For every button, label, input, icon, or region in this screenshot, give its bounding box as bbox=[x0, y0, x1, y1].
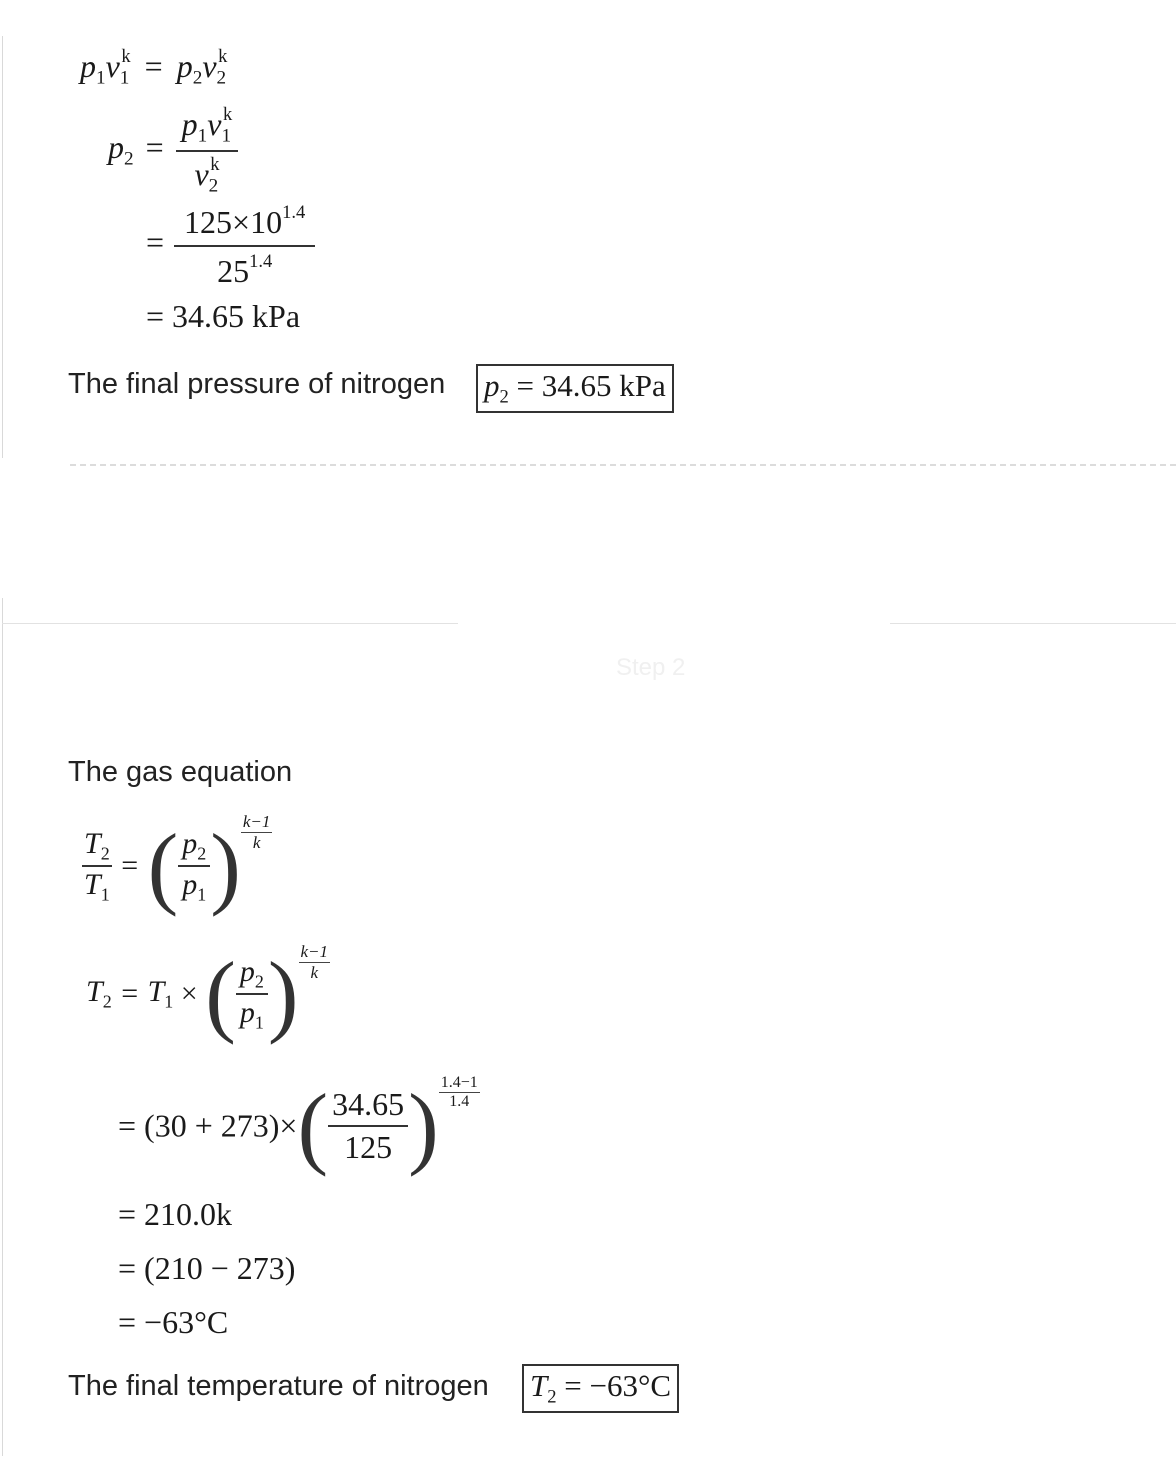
equation-t2-substituted: = (30 + 273)×( $\frac{34.65}{125}$ ) $\frac{1.4-1}{1.4}$ bbox=[118, 1074, 478, 1177]
gas-equation-heading: The gas equation bbox=[68, 756, 293, 788]
equation-polytropic: $p_1v_1^k = p_2v_2^k$ bbox=[80, 46, 228, 89]
equation-p2-substituted: = $\frac{125\times 10^{1.4}}{25^{1.4}}$ bbox=[146, 202, 315, 290]
equation-t2-formula: $T_2 = T_1$ × ( $\frac{p_2}{p_1}$ ) $\frac{k-1}{k}$ bbox=[86, 942, 329, 1045]
final-temperature-label: The final temperature of nitrogen bbox=[68, 1370, 489, 1402]
equation-t2-celsius: = −63°C bbox=[118, 1304, 229, 1340]
fraction: $\frac{p_1v_1^k}{v_2^k}$ bbox=[176, 104, 239, 197]
final-pressure-label: The final pressure of nitrogen bbox=[68, 368, 446, 400]
final-temperature-answer: $T_2 = -63^\circ C$ bbox=[522, 1364, 679, 1413]
step-label: Step 2 bbox=[616, 654, 686, 681]
card-border-left-step2 bbox=[2, 598, 3, 1456]
equation-p2-formula: $p_2$ = $\frac{p_1v_1^k}{v_2^k}$ bbox=[108, 104, 238, 197]
card-top-rule-left bbox=[2, 623, 458, 624]
card-border-left bbox=[2, 36, 3, 458]
equation-p2-result: = 34.65 kPa bbox=[146, 298, 301, 334]
equation-t2-convert: = (210 − 273) bbox=[118, 1250, 296, 1286]
final-pressure-answer: $p_2 = 34.65$ kPa bbox=[476, 364, 674, 413]
equation-t2-kelvin: = 210.0k bbox=[118, 1196, 233, 1232]
equation-temperature-ratio: $\frac{T_2}{T_1}$ = ( $\frac{p_2}{p_1}$ ) $\frac{k-1}{k}$ bbox=[84, 812, 271, 917]
section-divider bbox=[70, 464, 1176, 466]
card-top-rule-right bbox=[890, 623, 1176, 624]
